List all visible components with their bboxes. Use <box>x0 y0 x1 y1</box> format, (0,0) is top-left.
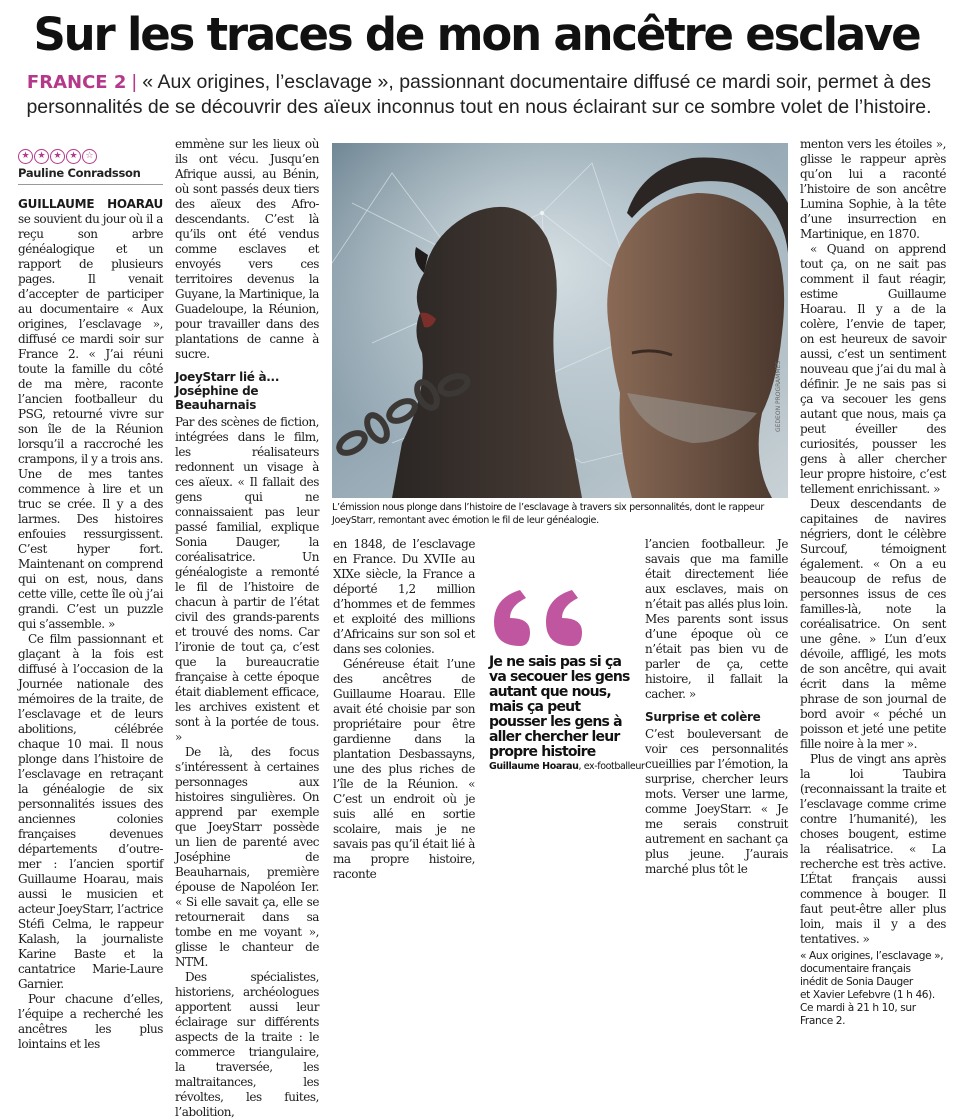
article-column-5 <box>800 137 946 1027</box>
paragraph: emmène sur les lieux où ils ont vécu. Jusqu’en Afrique aussi, au Bénin, où sont passés deux tiers des aïeux des Afro-descendants. C’est là qu’ils ont été vendus comme esclaves et envoyés vers ces territoires devenus la Guyane, la Martinique, la Guadeloupe, la Réunion, pour travailler dans des plantations de canne à sucre. <box>175 137 319 361</box>
program-info <box>800 950 946 1028</box>
author-name: Pauline Conradsson <box>18 166 141 180</box>
lead-name: GUILLAUME HOARAU <box>18 197 163 211</box>
star-icon: ★ <box>18 149 33 164</box>
subheading-line: JoeyStarr lié à... <box>175 370 280 384</box>
program-schedule: Ce mardi à 21 h 10, sur France 2. <box>800 1002 916 1027</box>
program-info-line: inédit de Sonia Dauger <box>800 976 913 988</box>
paragraph: Par des scènes de fiction, intégrées dans le film, les réalisateurs redonnent un visage à ces aïeux. « Il fallait des gens qui ne connaissaient pas leur passé familial, explique Sonia Dauger, la coréalisatrice. Un généalogiste a remonté le fil de l’histoire de chacun à partir de l’état civil des grands-parents et trouvé des noms. Car l’ironie de tout ça, c’est que la bureaucratie française à cette époque était diablement efficace, les archives existent et sont à la portée de tous. » <box>175 415 319 744</box>
star-icon: ★ <box>50 149 65 164</box>
subheading: Surprise et colère <box>645 710 761 724</box>
paragraph: Plus de vingt ans après la loi Taubira (reconnaissant la traite et l’esclavage comme crime contre l’humanité), les choses bougent, estime la réalisatrice. « La recherche est très active. L’État français aussi commence à bouger. Il faut peut-être aller plus loin, mais il y a des tentatives. » <box>800 752 946 946</box>
article-column-2 <box>175 137 319 1119</box>
paragraph: De là, des focus s’intéressent à certaines personnages aux histoires singulières. On apprend par exemple que JoeyStarr possède un lien de parenté avec Joséphine de Beauharnais, première épouse de Napoléon Ier. « Si elle savait ça, elle se retournerait dans sa tombe en me voyant », glisse le chanteur de NTM. <box>175 745 319 969</box>
headline: Sur les traces de mon ancêtre esclave <box>33 8 920 61</box>
paragraph: Pour chacune d’elles, l’équipe a recherché les ancêtres les plus lointains et les <box>18 992 163 1051</box>
subheading-line: Joséphine de Beauharnais <box>175 384 259 412</box>
program-title: « Aux origines, l’esclavage », <box>800 950 944 962</box>
paragraph <box>18 197 163 632</box>
article-column-4 <box>645 537 788 876</box>
pull-quote-author-role: , ex-footballeur <box>578 761 645 772</box>
program-info-line: documentaire français <box>800 963 911 975</box>
author-divider <box>18 184 163 185</box>
paragraph-text: se souvient du jour où il a reçu son arbre généalogique et un rapport de plusieurs pages. Il venait d’accepter de participer au documentaire « Aux origines, l’esclavage », diffusé ce mardi soir sur France 2. « J’ai réuni toute la famille du côté de ma mère, raconte l’ancien footballeur du PSG, retourné vivre sur son île de la Réunion lorsqu’il a raccroché les crampons, il y a trois ans. Une de mes tantes commence à lire et un truc se crée. Il y a des larmes. Des histoires enfouies ressurgissent. C’est hyper fort. Maintenant on comprend qui on est, nous, dans cette ville, cette île où j’ai grandi. C’est un puzzle qui s’assemble. » <box>18 212 163 631</box>
article-photo <box>332 143 788 498</box>
subheading <box>175 370 319 412</box>
paragraph: Généreuse était l’une des ancêtres de Guillaume Hoarau. Elle avait été choisie par son propriétaire pour être gardienne dans la plantation Desbassayns, une des plus riches de l’île de la Réunion. « C’est un endroit où je suis allé en sortie scolaire, mais je ne savais pas qu’il était lié à ma propre histoire, raconte <box>333 657 475 881</box>
channel-label: FRANCE 2 <box>26 72 127 93</box>
article-column-3 <box>333 537 475 881</box>
star-icon: ★ <box>34 149 49 164</box>
pull-quote-author <box>489 761 645 772</box>
rating-stars <box>18 149 97 164</box>
star-empty-icon: ☆ <box>82 149 97 164</box>
paragraph: en 1848, de l’esclavage en France. Du XVIIe au XIXe siècle, la France a déporté 1,2 million d’hommes et de femmes et exploité des millions d’Africains sur son sol et dans ses colonies. <box>333 537 475 656</box>
pull-quote: Je ne sais pas si ça va secouer les gens autant que nous, mais ça peut pousser les gens à aller chercher leur propre histoire <box>489 654 630 760</box>
star-icon: ★ <box>66 149 81 164</box>
photo-credit: GEDEON PROGRAMMES <box>775 360 782 432</box>
paragraph: Ce film passionnant et glaçant à la fois est diffusé à l’occasion de la Journée nationale des mémoires de la traite, de l’esclavage et de leurs abolitions, célébrée chaque 10 mai. Il nous plonge dans l’histoire de l’esclavage en retraçant la généalogie de six personnalités issues des anciennes colonies françaises devenues départements d’outre-mer : l’ancien sportif Guillaume Hoarau, mais aussi le musicien et acteur JoeyStarr, l’actrice Stéfi Celma, le rappeur Kalash, la journaliste Karine Baste et la cantatrice Marie-Laure Garnier. <box>18 632 163 991</box>
paragraph: « Quand on apprend tout ça, on ne sait pas comment il faut réagir, estime Guillaume Hoarau. Il y a de la colère, l’envie de taper, on est heureux de savoir aussi, c’est un sentiment nouveau que j’ai du mal à définir. Je ne sais pas si ça va secouer les gens autant que nous, mais ça peut éveiller des curiosités, pousser les gens à aller chercher leur propre histoire, c’est tellement enrichissant. » <box>800 242 946 496</box>
quote-mark-icon <box>490 588 610 648</box>
paragraph: l’ancien footballeur. Je savais que ma famille était directement liée aux esclaves, mais on n’était pas allés plus loin. Mes parents sont issus d’une époque où ce n’était pas bien vu de parler de ça, cette histoire, il fallait la cacher. » <box>645 537 788 701</box>
photo-illustration <box>332 143 788 498</box>
standfirst-text: « Aux origines, l’esclavage », passionnant documentaire diffusé ce mardi soir, permet à des personnalités de se découvrir des aïeux inconnus tout en nous éclairant sur ce sombre volet de l’histoire. <box>26 71 932 118</box>
paragraph: C’est bouleversant de voir ces personnalités cueillies par l’émotion, la surprise, chercher leurs mots. Verser une larme, comme JoeyStarr. « Je me serais construit autrement en sachant ça plus jeune. J’aurais marché plus tôt le <box>645 727 788 876</box>
pull-quote-author-name: Guillaume Hoarau <box>489 761 579 772</box>
program-info-line: et Xavier Lefebvre (1 h 46). <box>800 989 935 1001</box>
standfirst <box>14 70 944 119</box>
paragraph: Des spécialistes, historiens, archéologues apportent aussi leur éclairage sur différents aspects de la traite : le commerce triangulaire, la traversée, les maltraitances, les révoltes, les fuites, l’abolition, <box>175 970 319 1119</box>
paragraph: Deux descendants de capitaines de navires négriers, dont le célèbre Surcouf, témoignent également. « On a eu beaucoup de refus de personnes issus de ces familles-là, note la coréalisatrice. On sent une gêne. » L’un d’eux dévoile, affligé, les mots de son ancêtre, qui avait écrit dans la même phrase de son journal de bord avoir « péché un poisson et jeté une petite fille noire à la mer ». <box>800 497 946 751</box>
article-column-1 <box>18 197 163 1051</box>
photo-caption: L’émission nous plonge dans l’histoire de l’esclavage à travers six personnalités, dont le rappeur JoeyStarr, remontant avec émotion le fil de leur généalogie. <box>332 502 764 526</box>
separator: | <box>131 71 137 93</box>
paragraph: menton vers les étoiles », glisse le rappeur après qu’on lui a raconté l’histoire de son ancêtre Lumina Sophie, à la tête d’une insurrection en Martinique, en 1870. <box>800 137 946 241</box>
